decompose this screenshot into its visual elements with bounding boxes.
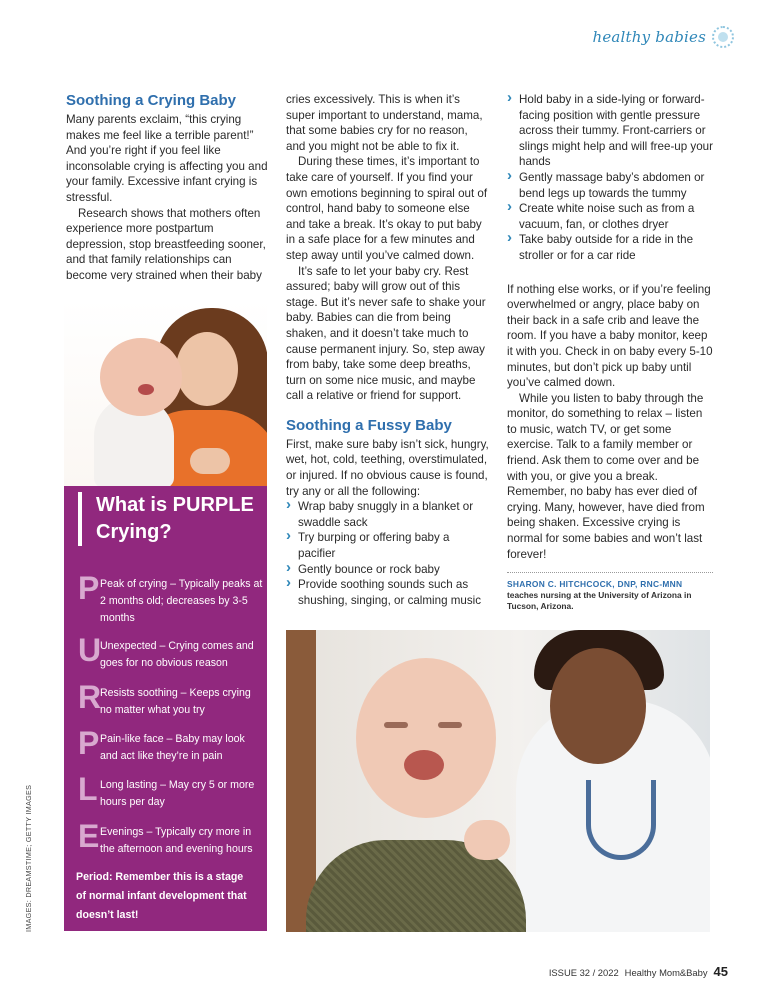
magazine-name: Healthy Mom&Baby [624,967,708,978]
page-number: 45 [713,964,728,979]
photo-mother-crying-baby [64,300,267,486]
paragraph: Many parents exclaim, “this crying makes me feel like a terrible parent!” And you’re right if you feel like inconsolable crying is affecting you and your family. Excessive infant crying is stressful. [66,113,268,204]
image-credit: IMAGES: DREAMSTIME; GETTY IMAGES [24,784,33,932]
section-brand [592,26,734,48]
list-item: › Gently bounce or rock baby [286,562,490,578]
column-3 [507,92,713,612]
divider [507,572,713,573]
purple-letter: E [78,818,100,854]
purple-item-text: Unexpected – Crying comes and goes for no obvious reason [100,640,254,669]
photo-doctor-crying-baby [286,630,710,932]
list-item: › Wrap baby snuggly in a blanket or swaddle sack [286,499,490,530]
purple-item-text: Pain-like face – Baby may look and act like they’re in pain [100,733,245,762]
paragraph: During these times, it’s important to take care of yourself. If you find your own emotions beginning to spiral out of control, hand baby to someone else and take a break. It’s okay to put baby in a safe place for a few minutes and step away until you’ve calmed down. [286,155,488,262]
purple-period-note: Period: Remember this is a stage of normal infant development that doesn’t last! [76,871,247,921]
paragraph: Research shows that mothers often experience more postpartum depression, stop breastfeeding sooner, and that family relationships can become very strained when their baby [66,206,266,282]
section-brand-text: healthy babies [592,28,706,46]
author-bio: teaches nursing at the University of Arizona in Tucson, Arizona. [507,590,692,612]
column-1 [66,92,270,284]
purple-letter: R [78,679,102,715]
list-item: › Create white noise such as from a vacuum, fan, or clothes dryer [507,201,713,232]
paragraph: It’s safe to let your baby cry. Rest assured; baby will grow out of this stage. But it’s never safe to shake your baby. Babies can die from being shaken, and it doesn’t take much to cause permanent injury. So, step away from baby, take some deep breaths, turn on some nice music, and maybe call a relative or friend for support. [286,264,486,403]
purple-box-title: What is PURPLE Crying? [78,492,258,546]
column-2 [286,92,490,608]
paragraph: First, make sure baby isn’t sick, hungry, wet, hot, cold, teething, overstimulated, or injured. If no obvious cause is found, try any or all the following: [286,437,489,498]
purple-item-text: Evenings – Typically cry more in the afternoon and evening hours [100,826,253,855]
issue-label: ISSUE 32 / 2022 [548,967,619,978]
purple-letter: P [78,725,100,761]
purple-letter: P [78,570,100,606]
purple-crying-box [64,486,267,931]
tips-list-continued [507,92,713,264]
list-item: › Take baby outside for a ride in the stroller or for a car ride [507,232,713,263]
heading-fussy-baby: Soothing a Fussy Baby [286,416,452,434]
page-footer [549,964,728,979]
purple-item-text: Peak of crying – Typically peaks at 2 months old; decreases by 3-5 months [100,578,263,624]
heading-crying-baby: Soothing a Crying Baby [66,92,237,109]
purple-item-text: Long lasting – May cry 5 or more hours per day [100,779,255,808]
list-item: › Provide soothing sounds such as shushing, singing, or calming music [286,577,490,608]
author-name: SHARON C. HITCHCOCK, DNP, RNC-MNN [507,579,683,590]
paragraph: cries excessively. This is when it’s super important to understand, mama, that some babies cry for no reason, and you might not be able to fix it. [286,93,483,153]
purple-item-text: Resists soothing – Keeps crying no matter what you try [100,687,251,716]
list-item: › Try burping or offering baby a pacifier [286,530,490,561]
tips-list [286,499,490,608]
purple-letter: U [78,632,102,668]
paragraph: While you listen to baby through the monitor, do something to relax – listen to music, watch TV, or get some exercise. Talk to a family member or friend. Ask them to come over and be with you, or give you a break. Remember, no baby has ever died of crying. Many, however, have died from being shaken. Excessive crying is normal for some babies and won’t last forever! [507,391,705,561]
purple-letter: L [78,771,98,807]
sun-icon [712,26,734,48]
list-item: › Gently massage baby’s abdomen or bend legs up towards the tummy [507,170,713,201]
paragraph: If nothing else works, or if you’re feeling overwhelmed or angry, place baby on their back in a safe crib and leave the room. If you have a baby monitor, keep it with you. Check in on baby every 5-10 minutes, but don’t pick up baby until you’ve calmed down. [507,282,713,390]
list-item: › Hold baby in a side-lying or forward-facing position with gentle pressure across their tummy. Front-carriers or slings might help and will free-up your hands [507,92,713,170]
